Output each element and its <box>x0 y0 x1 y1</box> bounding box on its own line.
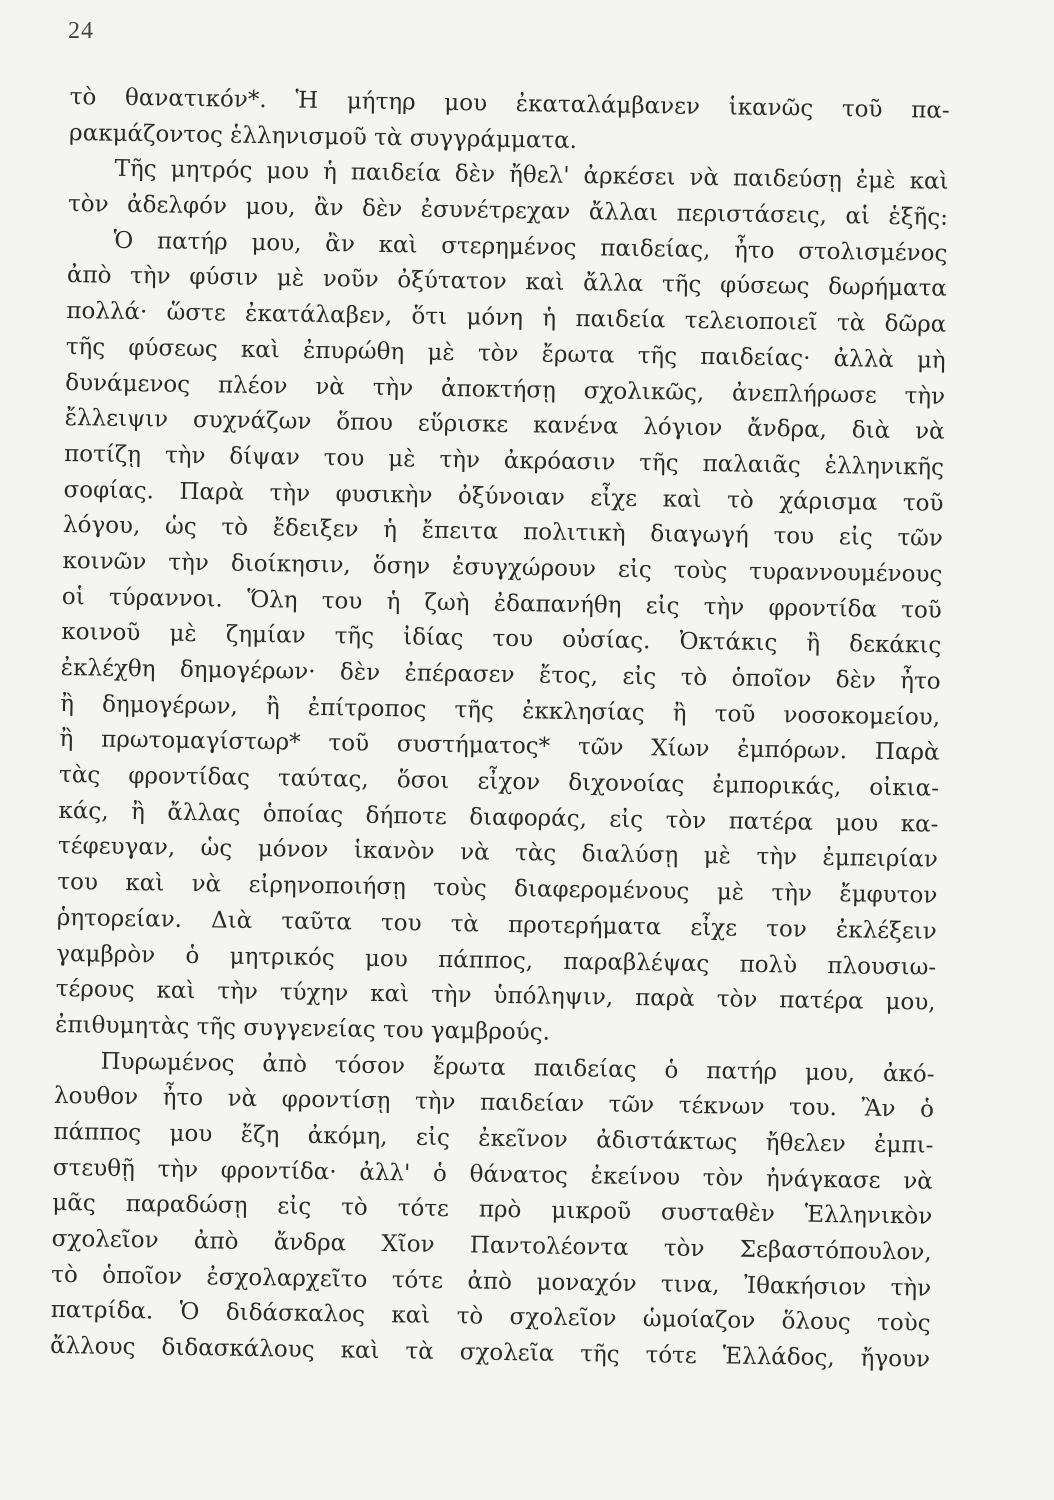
text-line: οἱ τύραννοι. Ὅλη του ἡ ζωὴ ἐδαπανήθη εἰς τὴν φροντίδα τοῦ <box>61 583 942 624</box>
text-line: πολλά· ὥστε ἐκατάλαβεν, ὅτι μόνη ἡ παιδεία τελειοποιεῖ τὰ δῶρα <box>66 298 947 338</box>
text-line: ἢ δημογέρων, ἢ ἐπίτροπος τῆς ἐκκλησίας ἢ τοῦ νοσοκομείου, <box>59 690 941 731</box>
text-line: τέρους καὶ τὴν τύχην καὶ τὴν ὑπόληψιν, παρὰ τὸν πατέρα μου, <box>55 976 936 1016</box>
text-line: Ὁ πατήρ μου, ἂν καὶ στερημένος παιδείας, ἦτο στολισμένος <box>113 227 948 267</box>
text-line: σχολεῖον ἀπὸ ἄνδρα Χῖον Παντολέοντα τὸν Σεβαστόπουλον, <box>51 1225 932 1266</box>
text-line: τὰς φροντίδας ταύτας, ὅσοι εἶχον διχονοίας ἐμπορικάς, οἰκια- <box>58 761 940 802</box>
text-line: ποτίζῃ τὴν δίψαν του μὲ τὴν ἀκρόασιν τῆς παλαιᾶς ἑλληνικῆς <box>63 440 945 481</box>
text-line: ἔλλειψιν συχνάζων ὅπου εὕρισκε κανένα λόγιον ἄνδρα, διὰ νὰ <box>64 405 945 445</box>
text-line: σοφίας. Παρὰ τὴν φυσικὴν ὀξύνοιαν εἶχε καὶ τὸ χάρισμα τοῦ <box>63 476 944 517</box>
text-line: ἐκλέχθη δημογέρων· δὲν ἐπέρασεν ἔτος, εἰς τὸ ὁποῖον δὲν ἦτο <box>60 654 941 695</box>
text-line: κοινοῦ μὲ ζημίαν τῆς ἰδίας του οὐσίας. Ὀκτάκις ἢ δεκάκις <box>61 619 942 660</box>
text-line: λόγου, ὡς τὸ ἔδειξεν ἡ ἔπειτα πολιτικὴ διαγωγή του εἰς τῶν <box>62 512 944 553</box>
text-line: γαμβρὸν ὁ μητρικός μου πάππος, παραβλέψας πολὺ πλουσιω- <box>56 940 937 981</box>
text-line: τέφευγαν, ὡς μόνον ἱκανὸν νὰ τὰς διαλύσῃ μὲ τὴν ἐμπειρίαν <box>57 833 939 874</box>
text-line: ἐπιθυμητὰς τῆς συγγενείας του γαμβρούς. <box>54 1011 551 1046</box>
text-line: δυνάμενος πλέον νὰ τὴν ἀποκτήσῃ σχολικῶς, ἀνεπλήρωσε τὴν <box>65 369 946 410</box>
text-line: τὸ ὁποῖον ἐσχολαρχεῖτο τότε ἀπὸ μοναχόν τινα, Ἰθακήσιον τὴν <box>51 1261 932 1302</box>
text-line: του καὶ νὰ εἰρηνοποιήσῃ τοὺς διαφερομένους μὲ τὴν ἔμφυτον <box>57 869 938 909</box>
text-line: πάππος μου ἔζη ἀκόμη, εἰς ἐκεῖνον ἀδιστάκτως ἤθελεν ἐμπι- <box>53 1118 934 1159</box>
text-line: κοινῶν τὴν διοίκησιν, ὅσην ἐσυγχώρουν εἰς τοὺς τυραννουμένους <box>62 547 943 588</box>
text-line: μᾶς παραδώσῃ εἰς τὸ τότε πρὸ μικροῦ συσταθὲν Ἑλληνικὸν <box>52 1190 933 1230</box>
text-line: Τῆς μητρός μου ἡ παιδεία δὲν ἤθελ' ἀρκέσει νὰ παιδεύσῃ ἐμὲ καὶ <box>114 156 949 196</box>
text-line: λουθον ἦτο νὰ φροντίσῃ τὴν παιδείαν τῶν τέκνων του. Ἂν ὁ <box>53 1083 935 1123</box>
text-line: πατρίδα. Ὁ διδάσκαλος καὶ τὸ σχολεῖον ὡμοίαζον ὅλους τοὺς <box>50 1297 931 1338</box>
text-line: ἄλλους διδασκάλους καὶ τὰ σχολεῖα τῆς τότε Ἑλλάδος, ἤγουν <box>49 1332 931 1373</box>
text-line: τὸ θανατικόν*. Ἡ μήτηρ μου ἐκαταλάμβανεν ἱκανῶς τοῦ πα- <box>69 83 950 124</box>
page-number: 24 <box>68 18 94 44</box>
text-line: στευθῇ τὴν φροντίδα· ἀλλ' ὁ θάνατος ἐκείνου τὸν ἠνάγκασε νὰ <box>52 1154 934 1195</box>
text-line: ἀπὸ τὴν φύσιν μὲ νοῦν ὀξύτατον καὶ ἄλλα τῆς φύσεως δωρήματα <box>66 262 948 303</box>
text-line: τὸν ἀδελφόν μου, ἂν δὲν ἐσυνέτρεχαν ἄλλαι περιστάσεις, αἱ ἑξῆς: <box>67 191 949 231</box>
body-text <box>50 80 950 1378</box>
text-line: ῥητορείαν. Διὰ ταῦτα του τὰ προτερήματα εἶχε τον ἐκλέξειν <box>56 904 937 945</box>
text-line: τῆς φύσεως καὶ ἐπυρώθη μὲ τὸν ἔρωτα τῆς παιδείας· ἀλλὰ μὴ <box>65 333 946 374</box>
text-line: ρακμάζοντος ἑλληνισμοῦ τὰ συγγράμματα. <box>68 119 578 154</box>
text-line: ἢ πρωτομαγίστωρ* τοῦ συστήματος* τῶν Χίων ἐμπόρων. Παρὰ <box>59 726 940 767</box>
text-line: Πυρωμένος ἀπὸ τόσον ἔρωτα παιδείας ὁ πατήρ μου, ἀκό- <box>100 1048 935 1088</box>
text-line: κάς, ἢ ἄλλας ὁποίας δήποτε διαφοράς, εἰς τὸν πατέρα μου κα- <box>58 797 939 838</box>
